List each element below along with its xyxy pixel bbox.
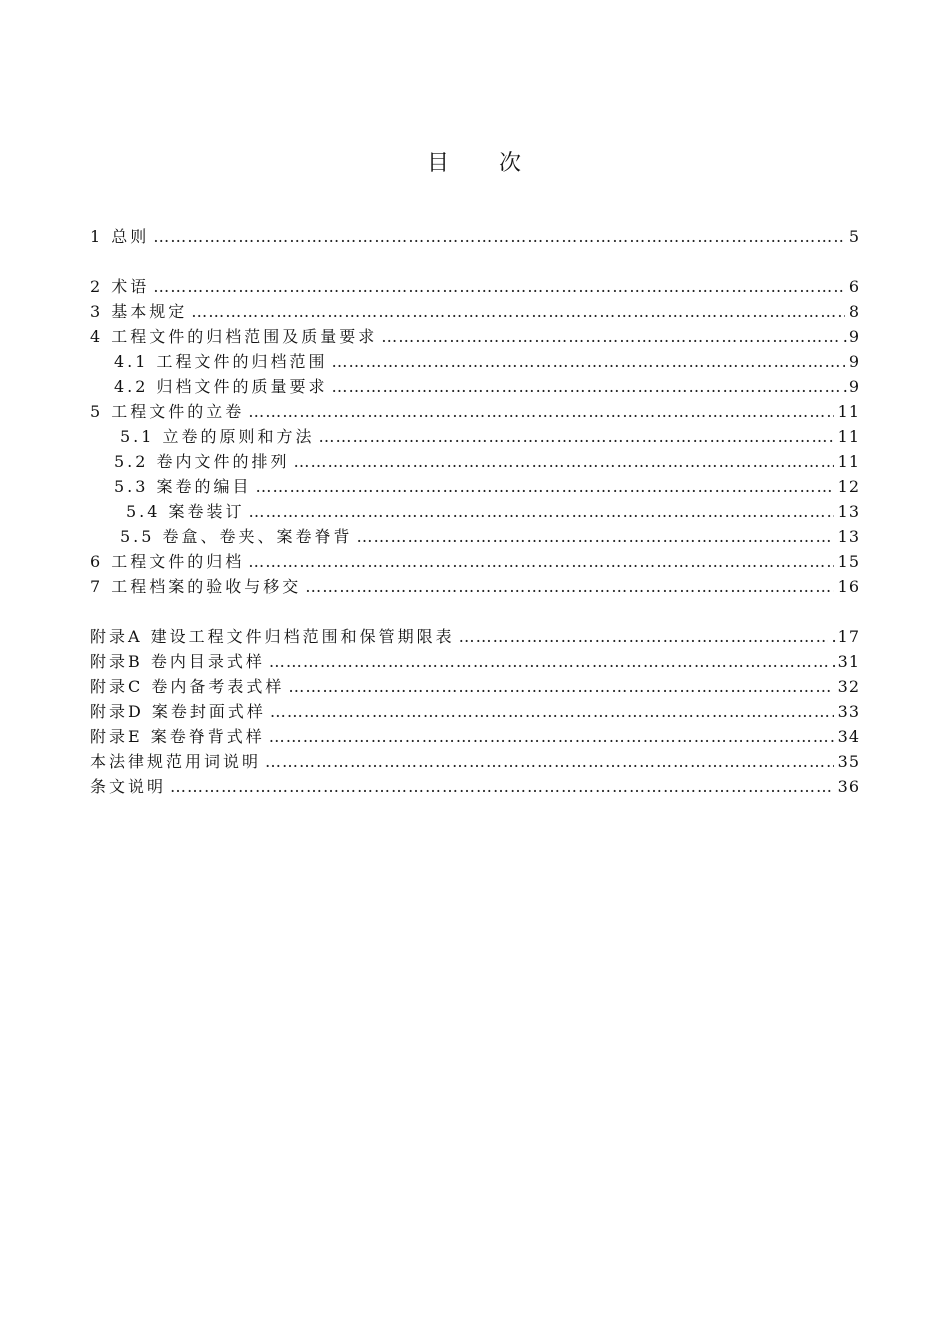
toc-entry[interactable] — [90, 449, 860, 474]
toc-entry[interactable] — [90, 774, 860, 799]
toc-dot-leader — [256, 477, 834, 496]
toc-entry-label: 附录A 建设工程文件归档范围和保管期限表 — [90, 627, 455, 646]
toc-entry-page: 35 — [837, 752, 860, 771]
toc-entry-label: 6 工程文件的归档 — [90, 552, 245, 571]
toc-entry-label: 5.1 立卷的原则和方法 — [120, 427, 315, 446]
toc-entry-page: 11 — [837, 427, 860, 446]
toc-entry[interactable] — [90, 299, 860, 324]
toc-entry-page: 15 — [837, 552, 860, 571]
toc-dot-leader — [269, 652, 828, 671]
toc-entry[interactable] — [90, 724, 860, 749]
toc-entry-page: .17 — [831, 627, 860, 646]
toc-entry[interactable] — [90, 424, 860, 449]
toc-entry-label: 附录E 案卷脊背式样 — [90, 727, 265, 746]
toc-dot-leader — [153, 227, 845, 246]
toc-entry[interactable] — [90, 699, 860, 724]
toc-dot-leader — [170, 777, 834, 796]
toc-entry-label: 7 工程档案的验收与移交 — [90, 577, 302, 596]
toc-entry-label: 5.4 案卷装订 — [126, 502, 245, 521]
toc-entry-label: 5.5 卷盒、卷夹、案卷脊背 — [120, 527, 353, 546]
toc-entry-page: 8 — [848, 302, 860, 321]
toc-entry-page: 6 — [848, 277, 860, 296]
toc-entry[interactable] — [90, 749, 860, 774]
toc-entry-page: 13 — [837, 527, 860, 546]
toc-dot-leader — [305, 577, 833, 596]
toc-entry-page: 13 — [837, 502, 860, 521]
toc-entry[interactable] — [90, 224, 860, 249]
toc-entry-page: .9 — [842, 377, 860, 396]
toc-entry-page: 11 — [837, 452, 860, 471]
toc-dot-leader — [248, 402, 833, 421]
toc-entry[interactable] — [90, 549, 860, 574]
toc-entry[interactable] — [90, 624, 860, 649]
toc-dot-leader — [248, 552, 833, 571]
toc-entry-label: 4 工程文件的归档范围及质量要求 — [90, 327, 378, 346]
toc-dot-leader — [269, 727, 834, 746]
toc-dot-leader — [270, 702, 834, 721]
toc-entry-label: 2 术语 — [90, 277, 150, 296]
toc-entry-page: 16 — [837, 577, 860, 596]
table-of-contents — [90, 224, 860, 799]
toc-entry-label: 条文说明 — [90, 777, 167, 796]
toc-dot-leader — [288, 677, 833, 696]
toc-entry-label: 附录C 卷内备考表式样 — [90, 677, 285, 696]
toc-dot-leader — [332, 377, 839, 396]
toc-entry-label: 5 工程文件的立卷 — [90, 402, 245, 421]
toc-entry-label: 5.3 案卷的编目 — [114, 477, 252, 496]
toc-entry-page: .31 — [831, 652, 860, 671]
toc-entry-page: 11 — [837, 402, 860, 421]
toc-entry-label: 5.2 卷内文件的排列 — [114, 452, 290, 471]
toc-entry-label: 4.2 归档文件的质量要求 — [114, 377, 328, 396]
toc-entry-label: 3 基本规定 — [90, 302, 188, 321]
toc-dot-leader — [459, 627, 828, 646]
toc-entry-label: 本法律规范用词说明 — [90, 752, 262, 771]
toc-entry-page: 9 — [848, 352, 860, 371]
toc-entry-page: 12 — [837, 477, 860, 496]
toc-entry-label: 附录B 卷内目录式样 — [90, 652, 265, 671]
toc-entry[interactable] — [90, 499, 860, 524]
toc-dot-leader — [357, 527, 834, 546]
toc-entry-label: 1 总则 — [90, 227, 150, 246]
toc-entry-page: 5 — [848, 227, 860, 246]
toc-dot-leader — [265, 752, 834, 771]
toc-entry[interactable] — [90, 324, 860, 349]
toc-entry[interactable] — [90, 374, 860, 399]
toc-dot-leader — [294, 452, 834, 471]
toc-dot-leader — [153, 277, 845, 296]
toc-entry[interactable] — [90, 399, 860, 424]
toc-entry-label: 4.1 工程文件的归档范围 — [114, 352, 328, 371]
toc-dot-leader — [332, 352, 845, 371]
toc-entry-page: 32 — [837, 677, 860, 696]
toc-dot-leader — [191, 302, 845, 321]
toc-entry[interactable] — [90, 274, 860, 299]
toc-entry[interactable] — [90, 649, 860, 674]
toc-entry-page: 33 — [837, 702, 860, 721]
toc-entry[interactable] — [90, 574, 860, 599]
toc-entry-page: 34 — [837, 727, 860, 746]
toc-entry[interactable] — [90, 674, 860, 699]
toc-entry[interactable] — [90, 524, 860, 549]
toc-entry-page: 36 — [837, 777, 860, 796]
toc-title: 目 次 — [426, 151, 523, 176]
toc-dot-leader — [381, 327, 838, 346]
toc-entry[interactable] — [90, 349, 860, 374]
toc-dot-leader — [319, 427, 834, 446]
toc-dot-leader — [249, 502, 834, 521]
toc-entry-label: 附录D 案卷封面式样 — [90, 702, 266, 721]
toc-entry-page: .9 — [842, 327, 860, 346]
toc-entry[interactable] — [90, 474, 860, 499]
